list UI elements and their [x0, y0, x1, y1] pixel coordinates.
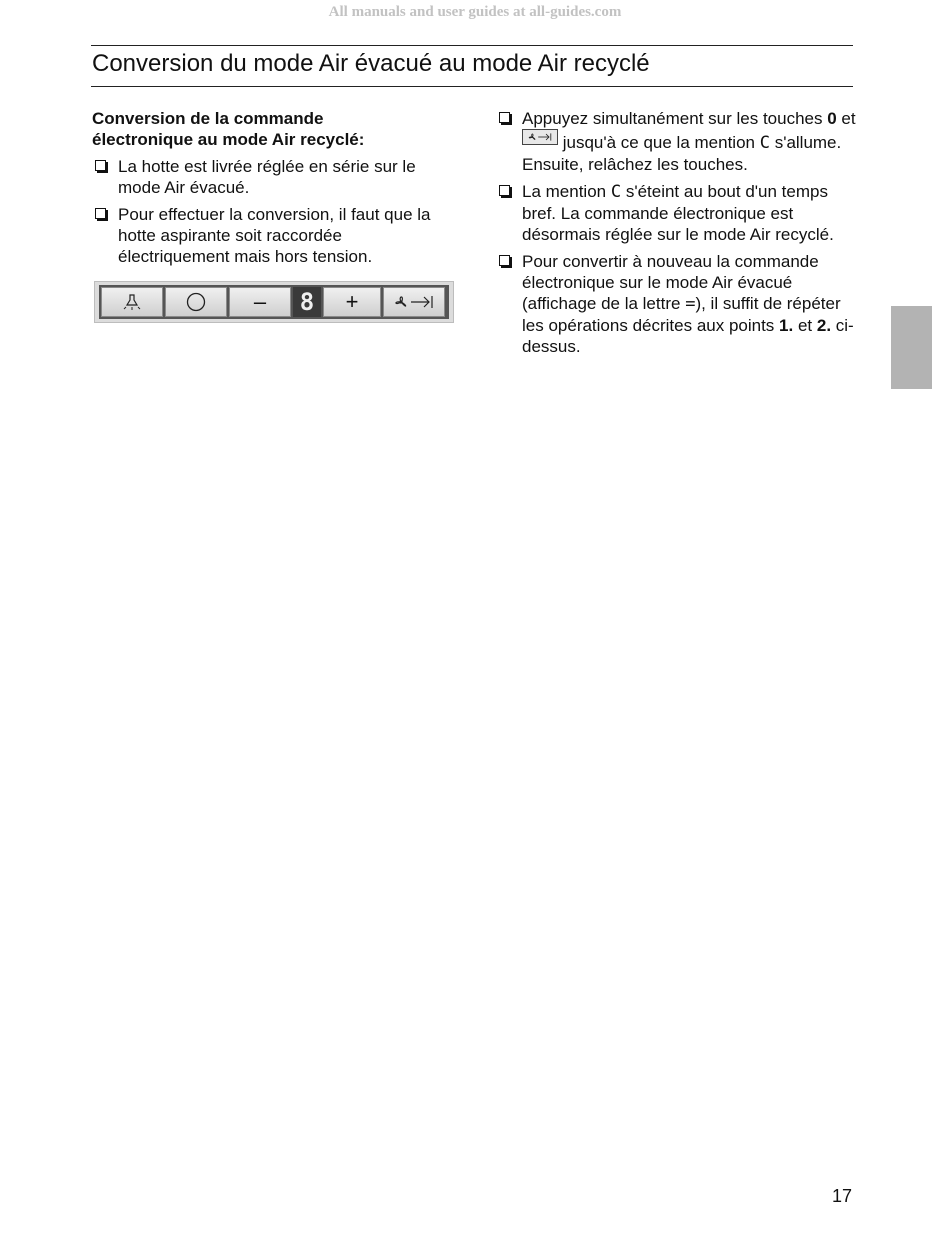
- page-title: Conversion du mode Air évacué au mode Air recyclé: [92, 50, 650, 77]
- list-item: [496, 181, 856, 245]
- segment-display: 8: [293, 287, 321, 317]
- subheading-line-1: Conversion de la commande: [92, 109, 324, 128]
- bottom-rule: [91, 86, 853, 87]
- list-item: [92, 156, 452, 198]
- lamp-icon: [122, 292, 142, 312]
- list-item-text: Pour effectuer la conversion, il faut que la hotte aspirante soit raccordée électriquement mais hors tension.: [118, 205, 431, 266]
- left-column: [92, 108, 452, 273]
- watermark: All manuals and user guides at all-guides.com: [328, 4, 622, 20]
- list-item: [496, 108, 856, 175]
- chapter-side-tab: [891, 306, 932, 389]
- segment-letter: C: [610, 182, 622, 202]
- list-item: [496, 251, 856, 357]
- list-item-text: Appuyez simultanément sur les touches 0 et jusqu'à ce que la mention C s'allume. Ensuite, relâchez les touches.: [522, 109, 856, 174]
- control-panel-buttons: [99, 285, 449, 319]
- intensive-button: [383, 287, 445, 317]
- minus-button: –: [229, 287, 291, 317]
- top-rule: [91, 45, 853, 46]
- list-item-text: La mention C s'éteint au bout d'un temps bref. La commande électronique est désormais réglée sur le mode Air recyclé.: [522, 182, 834, 244]
- list-item-text: La hotte est livrée réglée en série sur le mode Air évacué.: [118, 157, 416, 197]
- checkbox-bullet-icon: [499, 185, 510, 196]
- checkbox-bullet-icon: [499, 255, 510, 266]
- control-panel-illustration: [94, 281, 454, 323]
- list-item: [92, 204, 452, 267]
- segment-letter: C: [759, 133, 770, 153]
- power-button: [165, 287, 227, 317]
- plus-button: +: [323, 287, 381, 317]
- subheading-line-2: électronique au mode Air recyclé:: [92, 130, 365, 149]
- light-button: [101, 287, 163, 317]
- power-circle-icon: [185, 291, 207, 313]
- page-number: 17: [832, 1186, 853, 1206]
- checkbox-bullet-icon: [95, 208, 106, 219]
- fan-intensive-icon: [391, 292, 437, 312]
- checkbox-bullet-icon: [95, 160, 106, 171]
- fan-intensive-icon: [522, 129, 558, 145]
- list-item-text: Pour convertir à nouveau la commande électronique sur le mode Air évacué (affichage de la lettre =), il suffit de répéter les opérations décrites aux points 1. et 2. ci-dessus.: [522, 252, 854, 356]
- right-column: [496, 108, 856, 363]
- segment-letter: =: [685, 294, 696, 314]
- checkbox-bullet-icon: [499, 112, 510, 123]
- section-subheading: [92, 108, 452, 150]
